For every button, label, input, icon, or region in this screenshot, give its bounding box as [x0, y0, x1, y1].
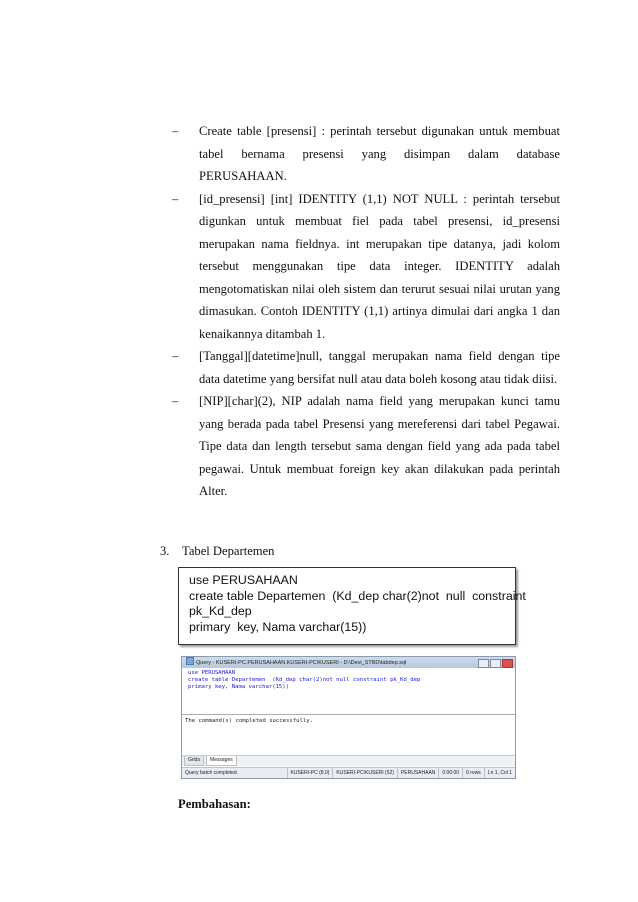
- tab-grids[interactable]: Grids: [184, 756, 204, 766]
- editor-line: use PERUSAHAAN: [188, 670, 236, 676]
- bullet-text: [NIP][char](2), NIP adalah nama field yang merupakan kunci tamu yang berada pada tabel Presensi yang mereferensi dari tabel Pegawai. Tipe data dan length tersebut sama dengan field yang ada pada tabel pegawai. Untuk membuat foreign key akan dilakukan pada perintah Alter.: [199, 394, 560, 498]
- query-window-icon: [186, 657, 194, 665]
- bullet-item: [172, 188, 560, 346]
- editor-line: create table Departemen (Kd_dep char(2)not null constraint pk_Kd_dep: [188, 677, 421, 683]
- status-message: Query batch completed.: [185, 770, 239, 776]
- result-tabs: [182, 755, 515, 766]
- bullet-text: [id_presensi] [int] IDENTITY (1,1) NOT NULL : perintah tersebut digunkan untuk membuat fiel pada tabel presensi, id_presensi merupakan nama fieldnya. int merupakan tipe datanya, jadi kolom tersebut menggunakan tipe data integer. IDENTITY adalah mengotomatiskan nilai oleh sistem dan terurut sesuai nilai urutan yang dimasukan. Contoh IDENTITY (1,1) artinya dimulai dari angka 1 dan kenaikannya ditambah 1.: [199, 191, 560, 341]
- bullet-text: [Tanggal][datetime]null, tanggal merupakan nama field dengan tipe data datetime yang bersifat null atau data boleh kosong atau tidak diisi.: [199, 349, 560, 386]
- query-window-screenshot: [181, 656, 516, 779]
- bullet-item: [172, 345, 560, 390]
- bullet-item: [172, 120, 560, 188]
- status-time: 0:00:00: [438, 768, 462, 778]
- bullet-text: Create table [presensi] : perintah tersebut digunakan untuk membuat tabel bernama presensi yang disimpan dalam database PERUSAHAAN.: [199, 124, 560, 183]
- status-user: KUSERI-PC\KUSERI (52): [332, 768, 397, 778]
- minimize-icon[interactable]: [478, 659, 489, 668]
- code-box: [178, 567, 526, 645]
- section-number: 3.: [160, 544, 170, 558]
- code-block: [179, 568, 526, 635]
- code-line: pk_Kd_dep: [189, 604, 252, 618]
- maximize-icon[interactable]: [490, 659, 501, 668]
- bullet-item: [172, 390, 560, 503]
- section-heading: [160, 542, 274, 560]
- section-title: Tabel Departemen: [182, 544, 275, 558]
- dash-marker: –: [172, 349, 179, 363]
- messages-pane: [182, 715, 515, 755]
- sql-editor[interactable]: [182, 668, 515, 715]
- tab-messages[interactable]: Messages: [206, 756, 237, 766]
- close-icon[interactable]: [502, 659, 513, 668]
- dash-marker: –: [172, 191, 179, 206]
- code-line: primary key, Nama varchar(15)): [189, 619, 367, 634]
- status-server: KUSERI-PC (8.0): [287, 768, 333, 778]
- bullet-list: [172, 120, 560, 503]
- dash-marker: –: [172, 124, 179, 138]
- dash-marker: –: [172, 394, 179, 408]
- status-database: PERUSAHAAN: [397, 768, 438, 778]
- discussion-heading: Pembahasan:: [178, 797, 251, 811]
- editor-line: primary key, Nama varchar(15)): [188, 684, 290, 690]
- status-rows: 0 rows: [462, 768, 484, 778]
- code-line: create table Departemen (Kd_dep char(2)not null constraint: [189, 588, 526, 603]
- window-controls: [478, 659, 513, 668]
- code-line: use PERUSAHAAN: [189, 573, 298, 587]
- status-cursor-position: Ln 1, Col 1: [484, 768, 515, 778]
- status-bar: [182, 767, 515, 778]
- window-title: Query - KUSERI-PC.PERUSAHAAN.KUSERI-PC\KUSERI - D:\Devi_STBD\tabdep.sql: [196, 660, 407, 666]
- window-titlebar: [182, 657, 515, 668]
- result-message: The command(s) completed successfully.: [185, 718, 313, 724]
